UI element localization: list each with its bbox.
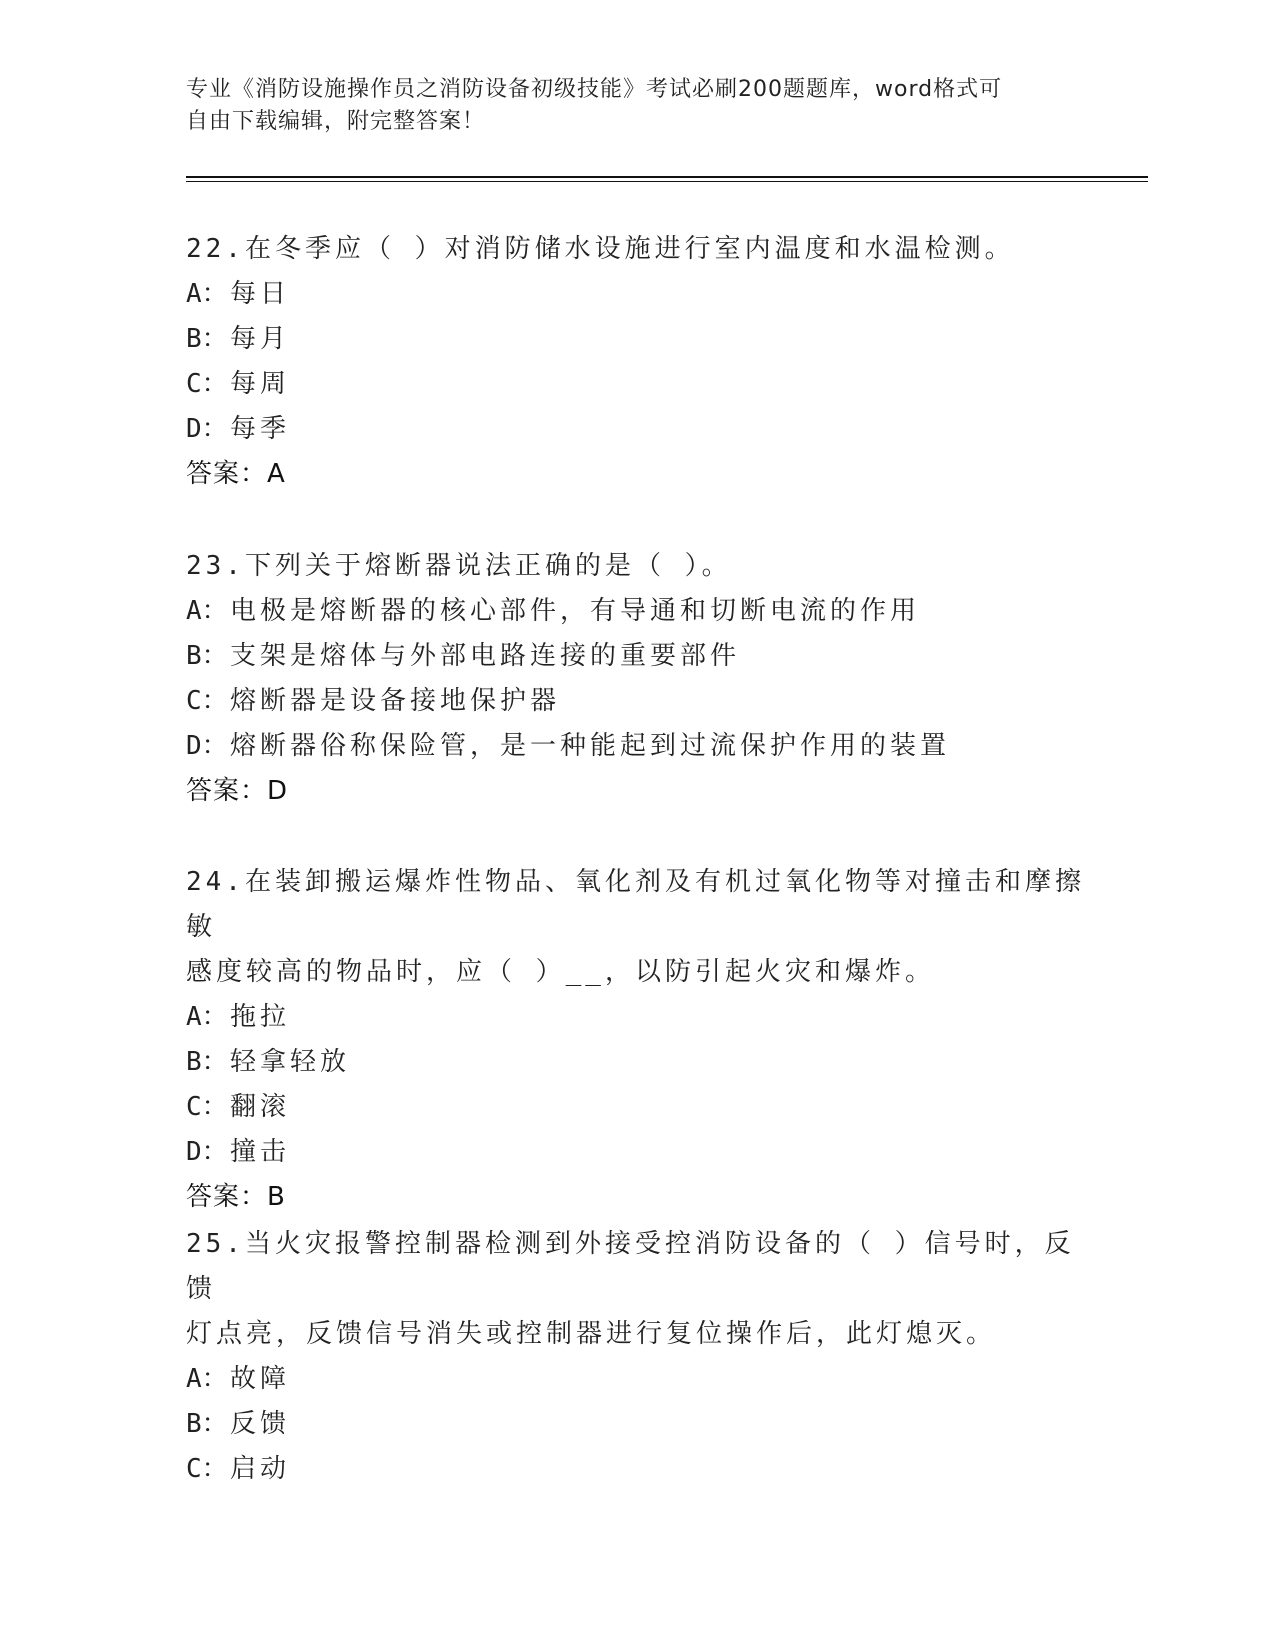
answer: 答案：D bbox=[186, 776, 289, 806]
option-a bbox=[186, 1357, 1086, 1402]
question-24 bbox=[186, 860, 1086, 1220]
question-stem: 22.在冬季应（ ）对消防储水设施进行室内温度和水温检测。 bbox=[186, 234, 1015, 264]
option-text: 故障 bbox=[230, 1364, 291, 1394]
option-label: C： bbox=[186, 369, 228, 399]
option-b bbox=[186, 1040, 1086, 1085]
option-b bbox=[186, 317, 1086, 362]
option-c bbox=[186, 362, 1086, 407]
option-b bbox=[186, 1402, 1086, 1447]
option-label: A： bbox=[186, 596, 228, 626]
option-label: B： bbox=[186, 324, 228, 354]
option-text: 熔断器是设备接地保护器 bbox=[230, 686, 561, 716]
question-stem-line-2: 感度较高的物品时，应（ ）__，以防引起火灾和爆炸。 bbox=[186, 957, 935, 987]
question-stem-line-1: 25.当火灾报警控制器检测到外接受控消防设备的（ ）信号时，反馈 bbox=[186, 1229, 1075, 1304]
option-text: 每周 bbox=[230, 369, 291, 399]
option-label: D： bbox=[186, 1137, 228, 1167]
option-c bbox=[186, 1447, 1086, 1492]
option-text: 撞击 bbox=[230, 1137, 291, 1167]
answer: 答案：B bbox=[186, 1182, 286, 1212]
question-stem: 23.下列关于熔断器说法正确的是（ ）。 bbox=[186, 551, 732, 581]
document-header bbox=[186, 74, 1086, 138]
option-a bbox=[186, 589, 1086, 634]
option-text: 每日 bbox=[230, 279, 291, 309]
option-text: 熔断器俗称保险管，是一种能起到过流保护作用的装置 bbox=[230, 731, 951, 761]
option-c bbox=[186, 679, 1086, 724]
option-d bbox=[186, 407, 1086, 452]
option-d bbox=[186, 724, 1086, 769]
option-text: 轻拿轻放 bbox=[230, 1047, 351, 1077]
option-label: C： bbox=[186, 686, 228, 716]
header-line-2: 自由下载编辑，附完整答案！ bbox=[186, 109, 486, 134]
header-rule-thin bbox=[186, 181, 1148, 182]
question-stem-line-2: 灯点亮，反馈信号消失或控制器进行复位操作后，此灯熄灭。 bbox=[186, 1319, 997, 1349]
question-25 bbox=[186, 1222, 1086, 1492]
option-label: A： bbox=[186, 279, 228, 309]
option-label: C： bbox=[186, 1454, 228, 1484]
header-line-1: 专业《消防设施操作员之消防设备初级技能》考试必刷200题题库，word格式可 bbox=[186, 77, 1003, 102]
header-rule-thick bbox=[186, 176, 1148, 178]
option-d bbox=[186, 1130, 1086, 1175]
option-label: D： bbox=[186, 414, 228, 444]
option-c bbox=[186, 1085, 1086, 1130]
option-a bbox=[186, 995, 1086, 1040]
option-label: B： bbox=[186, 1047, 228, 1077]
option-b bbox=[186, 634, 1086, 679]
option-text: 启动 bbox=[230, 1454, 291, 1484]
question-22 bbox=[186, 227, 1086, 497]
option-label: A： bbox=[186, 1364, 228, 1394]
option-text: 电极是熔断器的核心部件，有导通和切断电流的作用 bbox=[230, 596, 921, 626]
question-23 bbox=[186, 544, 1086, 814]
option-text: 每季 bbox=[230, 414, 291, 444]
option-label: B： bbox=[186, 1409, 228, 1439]
option-label: A： bbox=[186, 1002, 228, 1032]
option-label: B： bbox=[186, 641, 228, 671]
option-label: C： bbox=[186, 1092, 228, 1122]
option-label: D： bbox=[186, 731, 228, 761]
option-text: 拖拉 bbox=[230, 1002, 291, 1032]
option-text: 翻滚 bbox=[230, 1092, 291, 1122]
option-text: 每月 bbox=[230, 324, 291, 354]
answer: 答案：A bbox=[186, 459, 286, 489]
option-text: 反馈 bbox=[230, 1409, 291, 1439]
option-a bbox=[186, 272, 1086, 317]
option-text: 支架是熔体与外部电路连接的重要部件 bbox=[230, 641, 741, 671]
question-stem-line-1: 24.在装卸搬运爆炸性物品、氧化剂及有机过氧化物等对撞击和摩擦敏 bbox=[186, 867, 1085, 942]
